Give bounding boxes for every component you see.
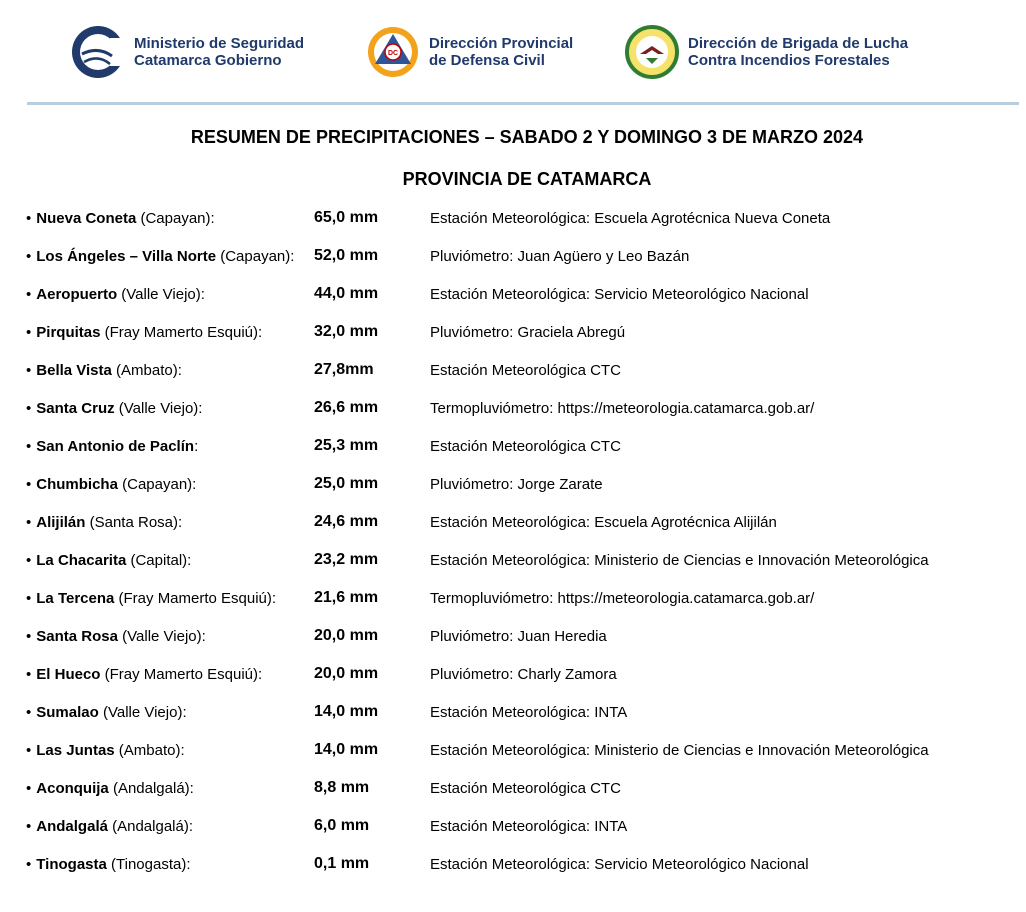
bullet-icon: •: [26, 856, 32, 873]
measurement-source: Estación Meteorológica: Escuela Agrotécnica Nueva Coneta: [430, 210, 831, 227]
location-name: Santa Rosa: [36, 628, 118, 645]
department-name: (Capayan):: [136, 210, 215, 227]
measurement-source: Estación Meteorológica CTC: [430, 438, 621, 455]
bullet-icon: •: [26, 248, 32, 265]
location-label: [26, 438, 198, 455]
rainfall-value: 26,6 mm: [314, 399, 379, 416]
rainfall-value: 14,0 mm: [314, 741, 379, 758]
location-label: [26, 210, 215, 227]
measurement-source: Estación Meteorológica: INTA: [430, 704, 628, 721]
department-name: (Capital):: [126, 552, 192, 569]
bullet-icon: •: [26, 552, 32, 569]
department-name: (Valle Viejo):: [117, 628, 206, 645]
list-item: [26, 542, 1016, 580]
measurement-source: Pluviómetro: Juan Heredia: [430, 628, 607, 645]
department-name: (Santa Rosa):: [85, 514, 183, 531]
rainfall-value: 25,0 mm: [314, 475, 379, 492]
department-name: (Capayan):: [216, 248, 295, 265]
department-name: (Andalgalá):: [107, 818, 194, 835]
location-name: Bella Vista: [36, 362, 112, 379]
bullet-icon: •: [26, 210, 32, 227]
rainfall-value: 32,0 mm: [314, 323, 379, 340]
department-name: (Valle Viejo):: [114, 400, 203, 417]
measurement-source: Estación Meteorológica CTC: [430, 362, 621, 379]
location-label: [26, 704, 187, 721]
measurement-source: Estación Meteorológica CTC: [430, 780, 621, 797]
brigada-incendios-logo-icon: [624, 24, 680, 80]
header-divider: [27, 102, 1019, 105]
department-name: (Fray Mamerto Esquiú):: [114, 590, 277, 607]
bullet-icon: •: [26, 818, 32, 835]
department-name: (Fray Mamerto Esquiú):: [100, 324, 263, 341]
location-label: [26, 400, 202, 417]
list-item: [26, 466, 1016, 504]
rainfall-value: 52,0 mm: [314, 247, 379, 264]
location-name: Andalgalá: [36, 818, 108, 835]
location-label: [26, 362, 182, 379]
location-label: [26, 742, 185, 759]
location-label: [26, 818, 193, 835]
location-label: [26, 248, 294, 265]
measurement-source: Estación Meteorológica: Ministerio de Ciencias e Innovación Meteorológica: [430, 742, 929, 759]
ministerio-seguridad-logo-icon: [70, 24, 126, 80]
list-item: [26, 732, 1016, 770]
bullet-icon: •: [26, 514, 32, 531]
location-label: [26, 780, 194, 797]
list-item: [26, 504, 1016, 542]
bullet-icon: •: [26, 742, 32, 759]
location-label: [26, 628, 206, 645]
bullet-icon: •: [26, 704, 32, 721]
ministerio-seguridad-logo-block: [70, 24, 304, 80]
bullet-icon: •: [26, 286, 32, 303]
location-label: [26, 286, 205, 303]
rainfall-value: 65,0 mm: [314, 209, 379, 226]
bullet-icon: •: [26, 780, 32, 797]
list-item: [26, 808, 1016, 846]
document-header: [0, 0, 1026, 100]
measurement-source: Termopluviómetro: https://meteorologia.catamarca.gob.ar/: [430, 400, 815, 417]
bullet-icon: •: [26, 438, 32, 455]
measurement-source: Pluviómetro: Graciela Abregú: [430, 324, 626, 341]
measurement-source: Estación Meteorológica: Ministerio de Ciencias e Innovación Meteorológica: [430, 552, 929, 569]
location-name: Tinogasta: [36, 856, 107, 873]
location-label: [26, 324, 262, 341]
list-item: [26, 694, 1016, 732]
list-item: [26, 656, 1016, 694]
document-title: RESUMEN DE PRECIPITACIONES – SABADO 2 Y DOMINGO 3 DE MARZO 2024: [190, 127, 864, 147]
measurement-source: Estación Meteorológica: Servicio Meteorológico Nacional: [430, 286, 809, 303]
location-name: San Antonio de Paclín: [36, 438, 195, 455]
department-name: :: [194, 438, 199, 455]
rainfall-value: 20,0 mm: [314, 665, 379, 682]
location-name: Nueva Coneta: [36, 210, 137, 227]
location-name: Alijilán: [36, 514, 86, 531]
measurement-source: Estación Meteorológica: Servicio Meteorológico Nacional: [430, 856, 809, 873]
list-item: [26, 276, 1016, 314]
brigada-incendios-logo-block: [624, 24, 908, 80]
measurement-source: Pluviómetro: Charly Zamora: [430, 666, 617, 683]
rainfall-value: 8,8 mm: [314, 779, 370, 796]
defensa-civil-logo-line1: Dirección Provincial: [429, 35, 574, 52]
rainfall-value: 25,3 mm: [314, 437, 379, 454]
bullet-icon: •: [26, 362, 32, 379]
location-name: Las Juntas: [36, 742, 115, 759]
ministerio-logo-line1: Ministerio de Seguridad: [134, 35, 305, 52]
location-name: Sumalao: [36, 704, 99, 721]
department-name: (Andalgalá):: [108, 780, 194, 797]
list-item: [26, 238, 1016, 276]
defensa-civil-logo-icon: [365, 24, 421, 80]
list-item: [26, 314, 1016, 352]
list-item: [26, 352, 1016, 390]
list-item: [26, 390, 1016, 428]
precipitation-list: [26, 200, 1016, 884]
measurement-source: Pluviómetro: Juan Agüero y Leo Bazán: [430, 248, 690, 265]
bullet-icon: •: [26, 324, 32, 341]
location-label: [26, 514, 182, 531]
department-name: (Valle Viejo):: [117, 286, 205, 303]
department-name: (Ambato):: [111, 362, 182, 379]
measurement-source: Termopluviómetro: https://meteorologia.catamarca.gob.ar/: [430, 590, 815, 607]
measurement-source: Pluviómetro: Jorge Zarate: [430, 476, 603, 493]
list-item: [26, 580, 1016, 618]
location-name: Pirquitas: [36, 324, 101, 341]
location-name: Santa Cruz: [36, 400, 115, 417]
bullet-icon: •: [26, 666, 32, 683]
rainfall-value: 6,0 mm: [314, 817, 370, 834]
location-name: El Hueco: [36, 666, 101, 683]
department-name: (Capayan):: [117, 476, 197, 493]
defensa-civil-logo-block: [365, 24, 573, 80]
rainfall-value: 0,1 mm: [314, 855, 370, 872]
location-name: Aeropuerto: [36, 286, 118, 303]
location-label: [26, 666, 262, 683]
department-name: (Tinogasta):: [106, 856, 191, 873]
measurement-source: Estación Meteorológica: INTA: [430, 818, 628, 835]
bullet-icon: •: [26, 590, 32, 607]
department-name: (Ambato):: [114, 742, 185, 759]
location-label: [26, 552, 191, 569]
document-subtitle: PROVINCIA DE CATAMARCA: [402, 169, 652, 189]
rainfall-value: 20,0 mm: [314, 627, 379, 644]
list-item: [26, 770, 1016, 808]
list-item: [26, 200, 1016, 238]
bullet-icon: •: [26, 628, 32, 645]
rainfall-value: 23,2 mm: [314, 551, 379, 568]
list-item: [26, 846, 1016, 884]
list-item: [26, 428, 1016, 466]
location-name: Chumbicha: [36, 476, 118, 493]
brigada-logo-line2: Contra Incendios Forestales: [688, 52, 890, 69]
rainfall-value: 44,0 mm: [314, 285, 379, 302]
bullet-icon: •: [26, 400, 32, 417]
measurement-source: Estación Meteorológica: Escuela Agrotécnica Alijilán: [430, 514, 777, 531]
defensa-civil-logo-line2: de Defensa Civil: [429, 52, 545, 69]
location-label: [26, 476, 196, 493]
department-name: (Valle Viejo):: [98, 704, 187, 721]
location-name: La Tercena: [36, 590, 115, 607]
rainfall-value: 21,6 mm: [314, 589, 379, 606]
bullet-icon: •: [26, 476, 32, 493]
rainfall-value: 27,8mm: [314, 361, 374, 378]
list-item: [26, 618, 1016, 656]
department-name: (Fray Mamerto Esquiú):: [100, 666, 263, 683]
rainfall-value: 24,6 mm: [314, 513, 379, 530]
ministerio-logo-line2: Catamarca Gobierno: [134, 52, 282, 69]
location-name: La Chacarita: [36, 552, 127, 569]
location-name: Los Ángeles – Villa Norte: [36, 248, 217, 265]
location-label: [26, 856, 191, 873]
location-label: [26, 590, 276, 607]
brigada-logo-line1: Dirección de Brigada de Lucha: [688, 35, 909, 52]
svg-text:DC: DC: [387, 50, 399, 57]
location-name: Aconquija: [36, 780, 109, 797]
rainfall-value: 14,0 mm: [314, 703, 379, 720]
